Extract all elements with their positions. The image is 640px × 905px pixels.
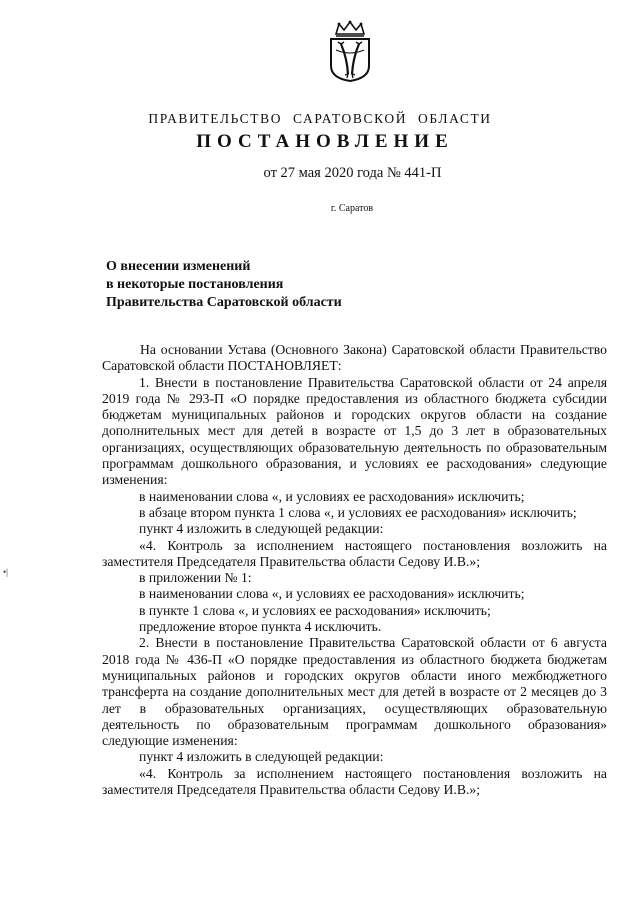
paragraph: пункт 4 изложить в следующей редакции:	[139, 749, 384, 765]
paragraph: в наименовании слова «, и условиях ее расходования» исключить;	[139, 488, 525, 504]
paragraph: в приложении № 1:	[139, 570, 252, 586]
paragraph: предложение второе пункта 4 исключить.	[139, 619, 382, 635]
paragraph: в наименовании слова «, и условиях ее расходования» исключить;	[139, 586, 525, 602]
paragraph: 2. Внести в постановление Правительства Саратовской области от 6 августа 2018 года № 436-П «О порядке предоставления из областного бюджета бюджетам муниципальных районов и городских округов области иного межбюджетного трансферта на создание дополнительных мест для детей в возрасте от 2 месяцев до 3 лет в образовательных организациях, осуществляющих образовательную деятельность по образовательным программам дошкольного образования» следующие изменения:	[102, 635, 607, 749]
government-name: ПРАВИТЕЛЬСТВО САРАТОВСКОЙ ОБЛАСТИ	[148, 111, 492, 126]
document-subject	[106, 258, 342, 312]
paragraph: На основании Устава (Основного Закона) Саратовской области Правительство Саратовской области ПОСТАНОВЛЯЕТ:	[102, 342, 607, 374]
document-body	[102, 342, 607, 798]
subject-line: в некоторые постановления	[106, 277, 284, 292]
subject-line: О внесении изменений	[106, 259, 251, 274]
margin-mark: •|	[3, 567, 8, 577]
paragraph: пункт 4 изложить в следующей редакции:	[139, 521, 384, 537]
subject-line: Правительства Саратовской области	[106, 295, 342, 310]
paragraph: «4. Контроль за исполнением настоящего постановления возложить на заместителя Председателя Правительства области Седову И.В.»;	[102, 537, 607, 569]
paragraph: в абзаце втором пункта 1 слова «, и условиях ее расходования» исключить;	[139, 504, 577, 520]
document-date-number: от 27 мая 2020 года № 441-П	[263, 165, 442, 181]
paragraph: 1. Внести в постановление Правительства Саратовской области от 24 апреля 2019 года № 293-П «О порядке предоставления из областного бюджета субсидии бюджетам муниципальных районов и городских округов области на создание дополнительных мест для детей в возрасте от 1,5 до 3 лет в образовательных организациях, осуществляющих образовательную деятельность по образовательным программам дошкольного образования, и условиях ее расходования» следующие изменения:	[102, 374, 607, 488]
coat-of-arms-icon	[327, 20, 373, 82]
document-city: г. Саратов	[330, 203, 374, 214]
paragraph: «4. Контроль за исполнением настоящего постановления возложить на заместителя Председателя Правительства области Седову И.В.»;	[102, 765, 607, 798]
document-type-title: ПОСТАНОВЛЕНИЕ	[196, 131, 454, 152]
paragraph: в пункте 1 слова «, и условиях ее расходования» исключить;	[139, 602, 491, 618]
